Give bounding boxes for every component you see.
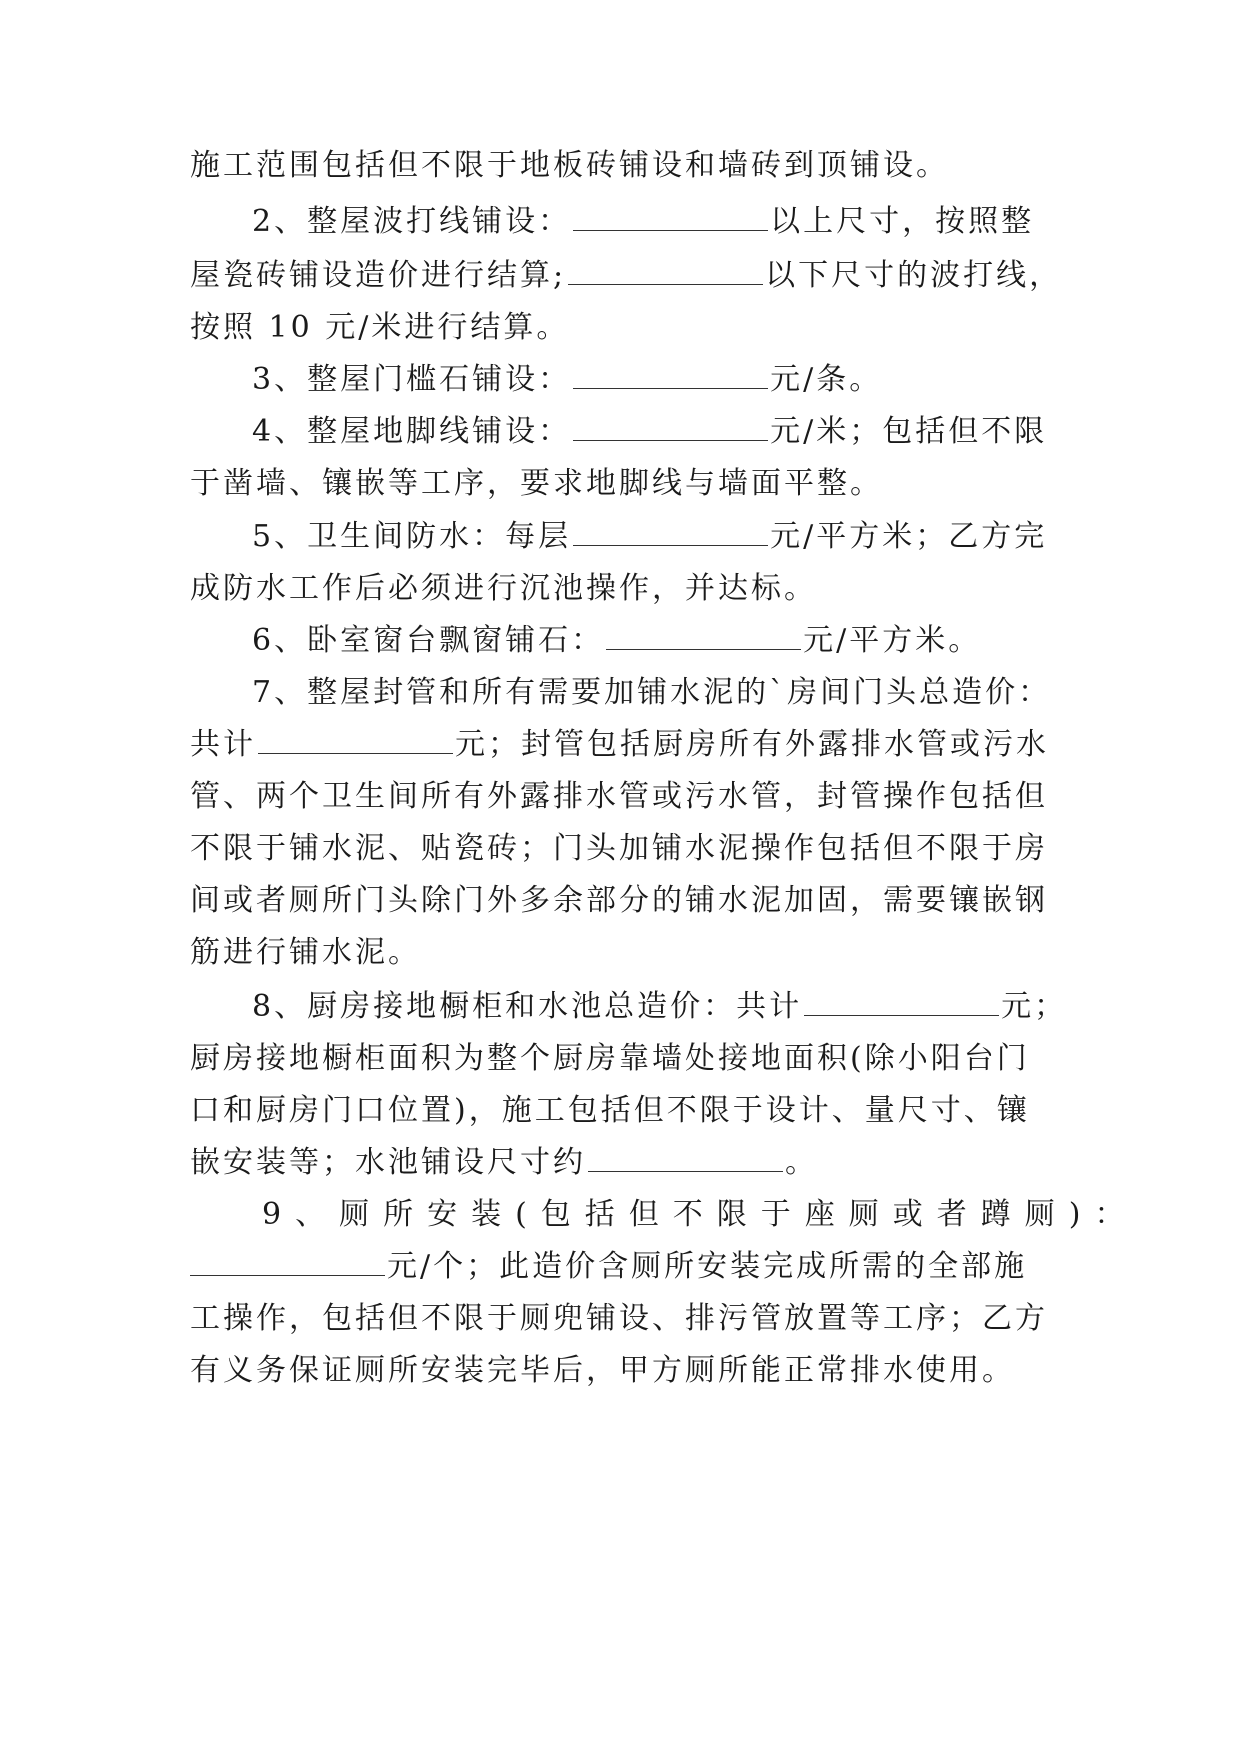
paragraph-line bbox=[190, 256, 1062, 296]
paragraph-line bbox=[190, 829, 1048, 869]
text: 元； bbox=[1001, 989, 1068, 1024]
paragraph-line bbox=[252, 360, 882, 400]
paragraph-line bbox=[190, 725, 1049, 765]
fill-in-blank bbox=[606, 625, 801, 650]
text: 7、整屋封管和所有需要加铺水泥的`房间门头总造价： bbox=[252, 675, 1052, 710]
text: 嵌安装等；水池铺设尺寸约 bbox=[190, 1145, 586, 1180]
paragraph-line bbox=[252, 202, 1034, 242]
paragraph-line bbox=[190, 464, 883, 504]
text: 4、整屋地脚线铺设： bbox=[252, 414, 572, 449]
text: 元/条。 bbox=[770, 362, 883, 397]
paragraph-line bbox=[190, 1247, 1027, 1287]
paragraph-line bbox=[190, 146, 949, 186]
fill-in-blank bbox=[573, 206, 768, 231]
text: 间或者厕所门头除门外多余部分的铺水泥加固，需要镶嵌钢 bbox=[190, 883, 1048, 918]
text: 口和厨房门口位置)，施工包括但不限于设计、量尺寸、镶 bbox=[190, 1093, 1030, 1128]
fill-in-blank bbox=[573, 364, 768, 389]
text: 元/米；包括但不限 bbox=[770, 414, 1048, 449]
paragraph-line bbox=[190, 1351, 1015, 1391]
paragraph-line bbox=[190, 569, 817, 609]
text: 8、厨房接地橱柜和水池总造价：共计 bbox=[252, 989, 803, 1024]
text: 有义务保证厕所安装完毕后，甲方厕所能正常排水使用。 bbox=[190, 1353, 1015, 1388]
fill-in-blank bbox=[190, 1251, 385, 1276]
fill-in-blank bbox=[568, 260, 763, 285]
paragraph-line bbox=[252, 621, 981, 661]
text: 元/平方米。 bbox=[803, 623, 982, 658]
paragraph-line bbox=[252, 412, 1047, 452]
text: 不限于铺水泥、贴瓷砖；门头加铺水泥操作包括但不限于房 bbox=[190, 831, 1048, 866]
text: 以上尺寸，按照整 bbox=[770, 204, 1035, 239]
text: 共计 bbox=[190, 727, 256, 762]
text: 5、卫生间防水：每层 bbox=[252, 519, 572, 554]
paragraph-line bbox=[190, 881, 1048, 921]
paragraph-line bbox=[262, 1195, 1139, 1235]
text: 2、整屋波打线铺设： bbox=[252, 204, 572, 239]
paragraph-line bbox=[190, 1039, 1030, 1079]
paragraph-line bbox=[190, 777, 1048, 817]
text: 元；封管包括厨房所有外露排水管或污水 bbox=[455, 727, 1049, 762]
text: 工操作，包括但不限于厕兜铺设、排污管放置等工序；乙方 bbox=[190, 1301, 1048, 1336]
text: 元/平方米；乙方完 bbox=[770, 519, 1048, 554]
paragraph-line bbox=[190, 308, 569, 348]
text: 以下尺寸的波打线， bbox=[765, 258, 1063, 293]
paragraph-line bbox=[252, 517, 1047, 557]
text: 成防水工作后必须进行沉池操作，并达标。 bbox=[190, 571, 817, 606]
fill-in-blank bbox=[588, 1147, 783, 1172]
fill-in-blank bbox=[804, 991, 999, 1016]
fill-in-blank bbox=[573, 416, 768, 441]
text: 9、厕所安装(包括但不限于座厕或者蹲厕)： bbox=[262, 1197, 1139, 1232]
paragraph-line bbox=[190, 1143, 818, 1183]
paragraph-line bbox=[190, 1299, 1048, 1339]
text: 屋瓷砖铺设造价进行结算; bbox=[190, 258, 567, 293]
paragraph-line bbox=[190, 933, 421, 973]
text: 元/个；此造价含厕所安装完成所需的全部施 bbox=[387, 1249, 1028, 1284]
paragraph-line bbox=[252, 987, 1067, 1027]
text: 按照 10 元/米进行结算。 bbox=[190, 310, 570, 345]
text: 施工范围包括但不限于地板砖铺设和墙砖到顶铺设。 bbox=[190, 148, 949, 183]
text: 6、卧室窗台飘窗铺石： bbox=[252, 623, 605, 658]
paragraph-line bbox=[190, 1091, 1030, 1131]
fill-in-blank bbox=[258, 729, 453, 754]
text: 管、两个卫生间所有外露排水管或污水管，封管操作包括但 bbox=[190, 779, 1048, 814]
text: 3、整屋门槛石铺设： bbox=[252, 362, 572, 397]
fill-in-blank bbox=[573, 521, 768, 546]
text: 于凿墙、镶嵌等工序，要求地脚线与墙面平整。 bbox=[190, 466, 883, 501]
text: 厨房接地橱柜面积为整个厨房靠墙处接地面积(除小阳台门 bbox=[190, 1041, 1030, 1076]
paragraph-line bbox=[252, 673, 1051, 713]
text: 。 bbox=[785, 1145, 818, 1180]
text: 筋进行铺水泥。 bbox=[190, 935, 421, 970]
